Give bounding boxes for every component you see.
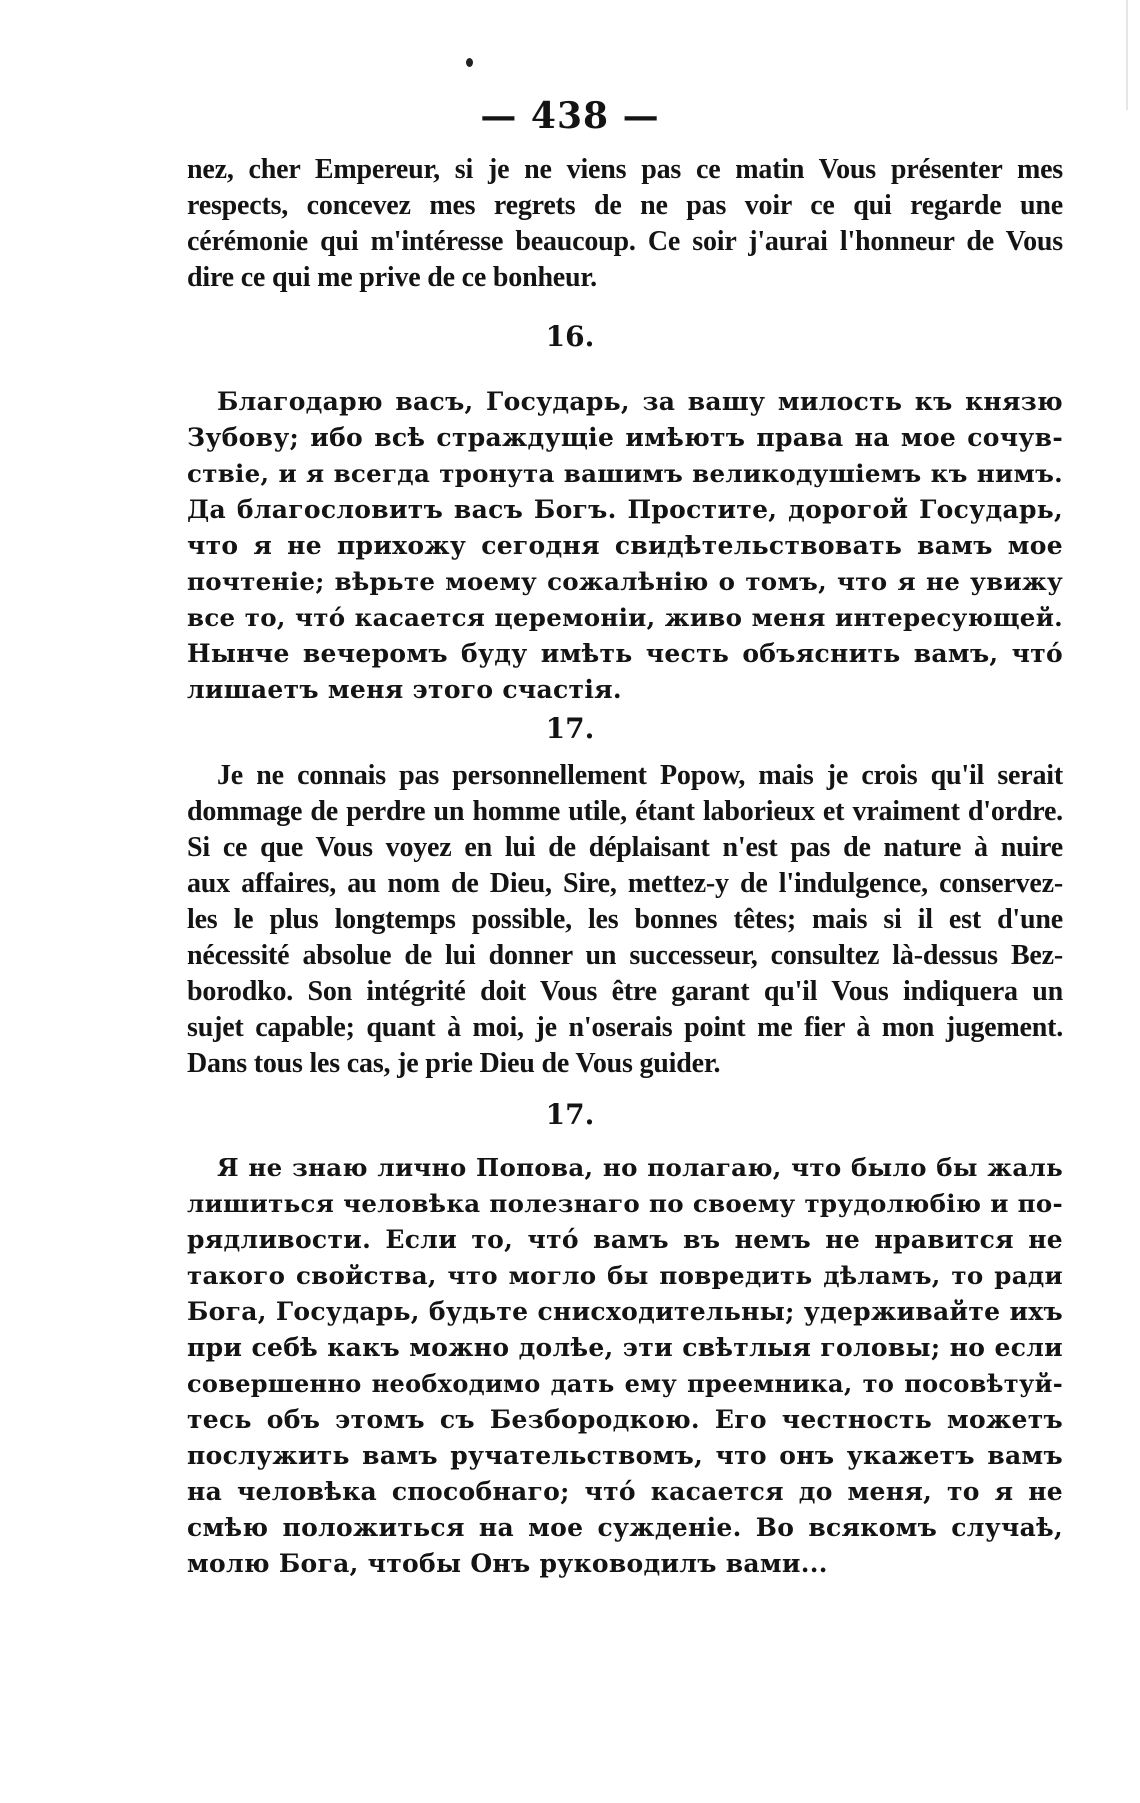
text-line: такого свойства, что могло бы повредить дѣламъ, то ради <box>187 1261 1063 1290</box>
text-line: ствіе, и я всегда тронута вашимъ великодушіемъ къ нимъ. <box>187 459 1063 488</box>
paragraph-ru-16 <box>187 384 1063 708</box>
text-line: Зубову; ибо всѣ страждущіе имѣютъ права на мое сочув- <box>187 423 1063 452</box>
text-line: dommage de perdre un homme utile, étant laborieux et vraiment d'ordre. <box>187 796 1063 827</box>
text-line: послужить вамъ ручательствомъ, что онъ укажетъ вамъ <box>187 1441 1063 1470</box>
text-line: sujet capable; quant à moi, je n'oserais point me fier à mon jugement. <box>187 1012 1063 1043</box>
text-line: смѣю положиться на мое сужденіе. Во всякомъ случаѣ, <box>187 1513 1063 1542</box>
section-number-17-fr: 17. <box>545 712 595 745</box>
text-line: Нынче вечеромъ буду имѣть честь объяснить вамъ, что́ <box>187 639 1063 668</box>
text-line: dire ce qui me prive de ce bonheur. <box>187 262 597 293</box>
text-line: respects, concevez mes regrets de ne pas voir ce qui regarde une <box>187 190 1063 221</box>
paragraph-ru-17 <box>187 1150 1063 1582</box>
text-line: тесь объ этомъ съ Безбородкою. Его честность можетъ <box>187 1405 1063 1434</box>
text-line: что я не прихожу сегодня свидѣтельствовать вамъ мое <box>187 531 1063 560</box>
text-line: при себѣ какъ можно долѣе, эти свѣтлыя головы; но если <box>187 1333 1063 1362</box>
text-line: молю Бога, чтобы Онъ руководилъ вами... <box>187 1549 828 1578</box>
text-line: рядливости. Если то, что́ вамъ въ немъ не нравится не <box>187 1225 1063 1254</box>
text-line: aux affaires, au nom de Dieu, Sire, mettez-y de l'indulgence, conservez- <box>187 868 1063 899</box>
text-line: лишаетъ меня этого счастія. <box>187 675 622 704</box>
text-line: Dans tous les cas, je prie Dieu de Vous guider. <box>187 1048 721 1079</box>
text-line: Благодарю васъ, Государь, за вашу милость къ князю <box>217 387 1063 416</box>
text-line: Я не знаю лично Попова, но полагаю, что было бы жаль <box>217 1153 1063 1182</box>
text-line: совершенно необходимо дать ему преемника, то посовѣтуй- <box>187 1369 1063 1398</box>
text-line: лишиться человѣка полезнаго по своему трудолюбію и по- <box>187 1189 1063 1218</box>
text-line: Si ce que Vous voyez en lui de déplaisant n'est pas de nature à nuire <box>187 832 1063 863</box>
text-line: cérémonie qui m'intéresse beaucoup. Ce soir j'aurai l'honneur de Vous <box>187 226 1063 257</box>
text-line: borodko. Son intégrité doit Vous être garant qu'il Vous indiquera un <box>187 976 1063 1007</box>
section-number-16: 16. <box>545 320 595 353</box>
text-line: все то, что́ касается церемоніи, живо меня интересующей. <box>187 603 1063 632</box>
paragraph-fr-continuation <box>187 152 1063 296</box>
text-line: Je ne connais pas personnellement Popow, mais je crois qu'il serait <box>217 760 1063 791</box>
page-number: — 438 — <box>480 95 660 137</box>
text-line: Бога, Государь, будьте снисходительны; удерживайте ихъ <box>187 1297 1063 1326</box>
paragraph-fr-17 <box>187 758 1063 1082</box>
text-line: les le plus longtemps possible, les bonnes têtes; mais si il est d'une <box>187 904 1063 935</box>
ink-speck <box>466 58 473 67</box>
section-number-17-ru: 17. <box>545 1098 595 1131</box>
text-line: почтеніе; вѣрьте моему сожалѣнію о томъ, что я не увижу <box>187 567 1063 596</box>
text-line: nez, cher Empereur, si je ne viens pas ce matin Vous présenter mes <box>187 154 1063 185</box>
text-line: на человѣка способнаго; что́ касается до меня, то я не <box>187 1477 1063 1506</box>
text-line: Да благословитъ васъ Богъ. Простите, дорогой Государь, <box>187 495 1063 524</box>
text-line: nécessité absolue de lui donner un successeur, consultez là-dessus Bez- <box>187 940 1063 971</box>
page-edge-mark <box>1126 0 1128 110</box>
